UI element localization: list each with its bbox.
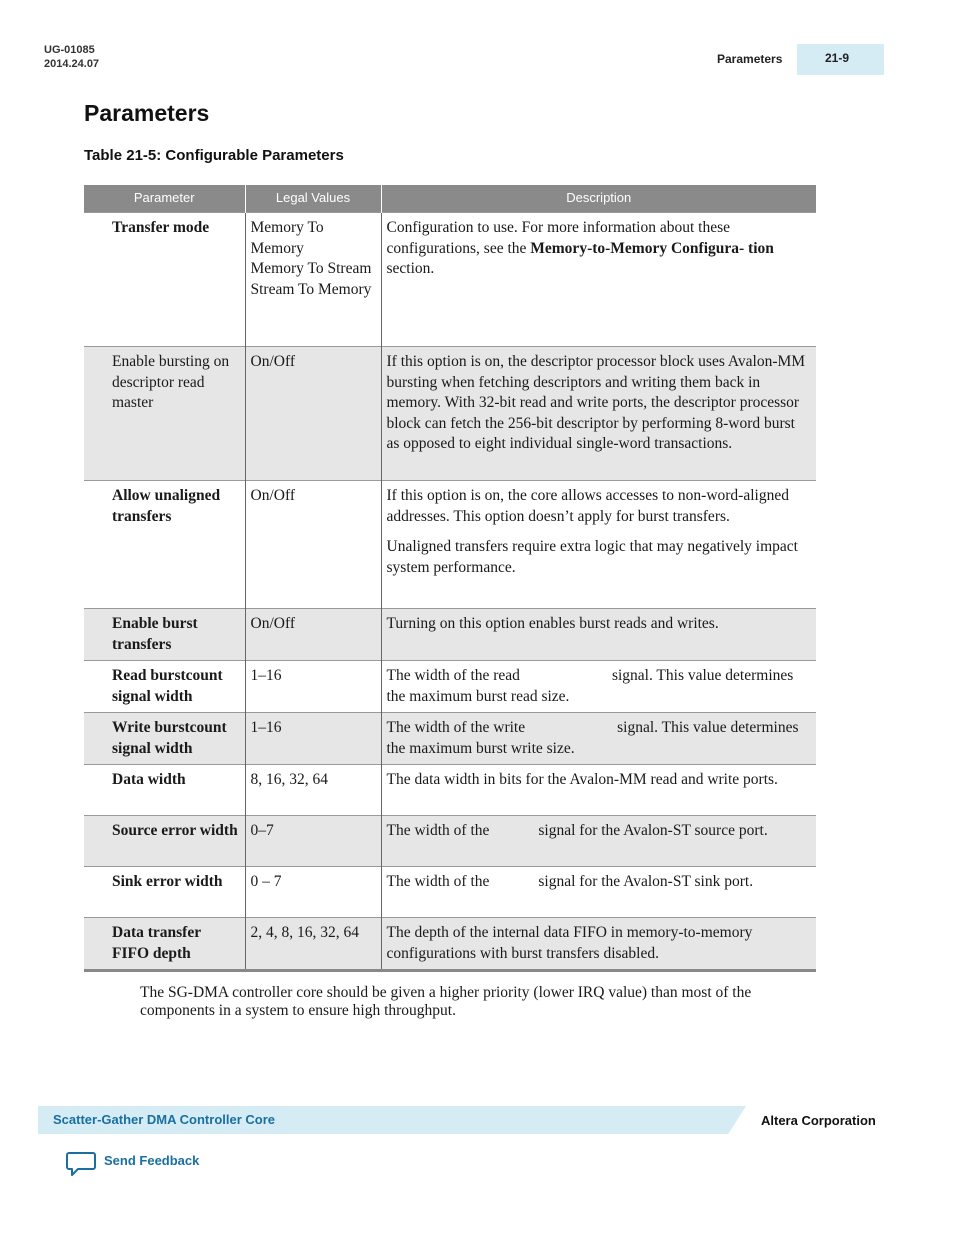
legal-values-cell: On/Off <box>245 609 381 661</box>
description-text: The width of the read <box>386 667 520 684</box>
table-row <box>84 661 816 713</box>
table-row <box>84 481 816 609</box>
body-paragraph: The SG-DMA controller core should be given a higher priority (lower IRQ value) than most of the components in a system to ensure high throughput. <box>140 984 752 1019</box>
parameter-cell: Transfer mode <box>84 213 245 347</box>
description-text: The width of the <box>386 873 490 890</box>
footer-company-name: Altera Corporation <box>761 1113 876 1128</box>
page-number: 21-9 <box>825 51 850 65</box>
document-id: UG-01085 <box>44 44 95 56</box>
parameter-cell: Source error width <box>84 816 245 867</box>
description-text: signal. This value determines the maximum burst write size. <box>386 719 799 757</box>
parameter-cell: Sink error width <box>84 867 245 918</box>
legal-values-cell: 1–16 <box>245 661 381 713</box>
table-row <box>84 816 816 867</box>
description-paragraph: If this option is on, the core allows accesses to non-word-aligned addresses. This option doesn’t apply for burst transfers. <box>386 487 789 525</box>
column-header-legal-values: Legal Values <box>245 185 381 213</box>
description-cell: The data width in bits for the Avalon-MM read and write ports. <box>381 765 816 816</box>
header-section-name: Parameters <box>717 52 783 66</box>
section-reference: Memory-to-Memory Configura- tion <box>530 239 774 257</box>
legal-values-cell: 8, 16, 32, 64 <box>245 765 381 816</box>
description-cell <box>381 713 816 765</box>
description-cell <box>381 867 816 918</box>
description-cell <box>381 816 816 867</box>
table-row <box>84 213 816 347</box>
parameter-cell: Enable burst transfers <box>84 609 245 661</box>
description-paragraph: Unaligned transfers require extra logic that may negatively impact system performance. <box>386 538 798 576</box>
table-row <box>84 765 816 816</box>
legal-values-cell: On/Off <box>245 481 381 609</box>
description-text: Configuration to use. For more information about these configurations, see the <box>386 219 731 257</box>
feedback-speech-bubble-icon[interactable] <box>66 1151 96 1177</box>
table-row <box>84 918 816 971</box>
table-row <box>84 347 816 481</box>
table-header-row <box>84 185 816 213</box>
description-text: signal. This value determines the maximum burst read size. <box>386 667 794 705</box>
parameter-cell: Read burstcount signal width <box>84 661 245 713</box>
document-date: 2014.24.07 <box>44 58 100 70</box>
description-cell <box>381 481 816 609</box>
legal-values-cell: 1–16 <box>245 713 381 765</box>
column-header-parameter: Parameter <box>84 185 245 213</box>
table-caption: Table 21-5: Configurable Parameters <box>84 147 344 164</box>
legal-values-cell: On/Off <box>245 347 381 481</box>
legal-values-cell <box>245 213 381 347</box>
table-row <box>84 713 816 765</box>
legal-value-item: Memory To Memory <box>250 219 324 257</box>
column-header-description: Description <box>381 185 816 213</box>
parameters-table <box>84 185 816 972</box>
header-page-tab <box>797 44 884 75</box>
legal-value-item: Memory To Stream <box>250 260 372 277</box>
send-feedback-link[interactable]: Send Feedback <box>104 1153 200 1168</box>
legal-value-item: Stream To Memory <box>250 280 372 298</box>
legal-values-cell: 0 – 7 <box>245 867 381 918</box>
page-title: Parameters <box>84 100 210 126</box>
description-text: section. <box>386 260 435 277</box>
description-cell <box>381 661 816 713</box>
description-text: signal for the Avalon-ST sink port. <box>538 873 754 890</box>
description-cell: The depth of the internal data FIFO in memory-to-memory configurations with burst transfers disabled. <box>381 918 816 971</box>
parameter-cell: Data width <box>84 765 245 816</box>
description-cell: If this option is on, the descriptor processor block uses Avalon-MM bursting when fetching descriptors and writing them back in memory. With 32-bit read and write ports, the descriptor processor block can fetch the 256-bit descriptor by performing 8-word burst as opposed to eight individual single-word transactions. <box>381 347 816 481</box>
table-row <box>84 609 816 661</box>
legal-values-cell: 2, 4, 8, 16, 32, 64 <box>245 918 381 971</box>
parameter-cell: Enable bursting on descriptor read master <box>84 347 245 481</box>
description-cell: Turning on this option enables burst reads and writes. <box>381 609 816 661</box>
description-text: The width of the <box>386 822 490 839</box>
document-id-block <box>44 43 99 71</box>
description-text: signal for the Avalon-ST source port. <box>538 822 768 839</box>
parameter-cell: Write burstcount signal width <box>84 713 245 765</box>
parameter-cell: Allow unaligned transfers <box>84 481 245 609</box>
legal-values-cell: 0–7 <box>245 816 381 867</box>
table-row <box>84 867 816 918</box>
description-text: The width of the write <box>386 719 526 736</box>
parameter-cell: Data transfer FIFO depth <box>84 918 245 971</box>
description-cell <box>381 213 816 347</box>
footer-document-title[interactable]: Scatter-Gather DMA Controller Core <box>53 1112 275 1127</box>
